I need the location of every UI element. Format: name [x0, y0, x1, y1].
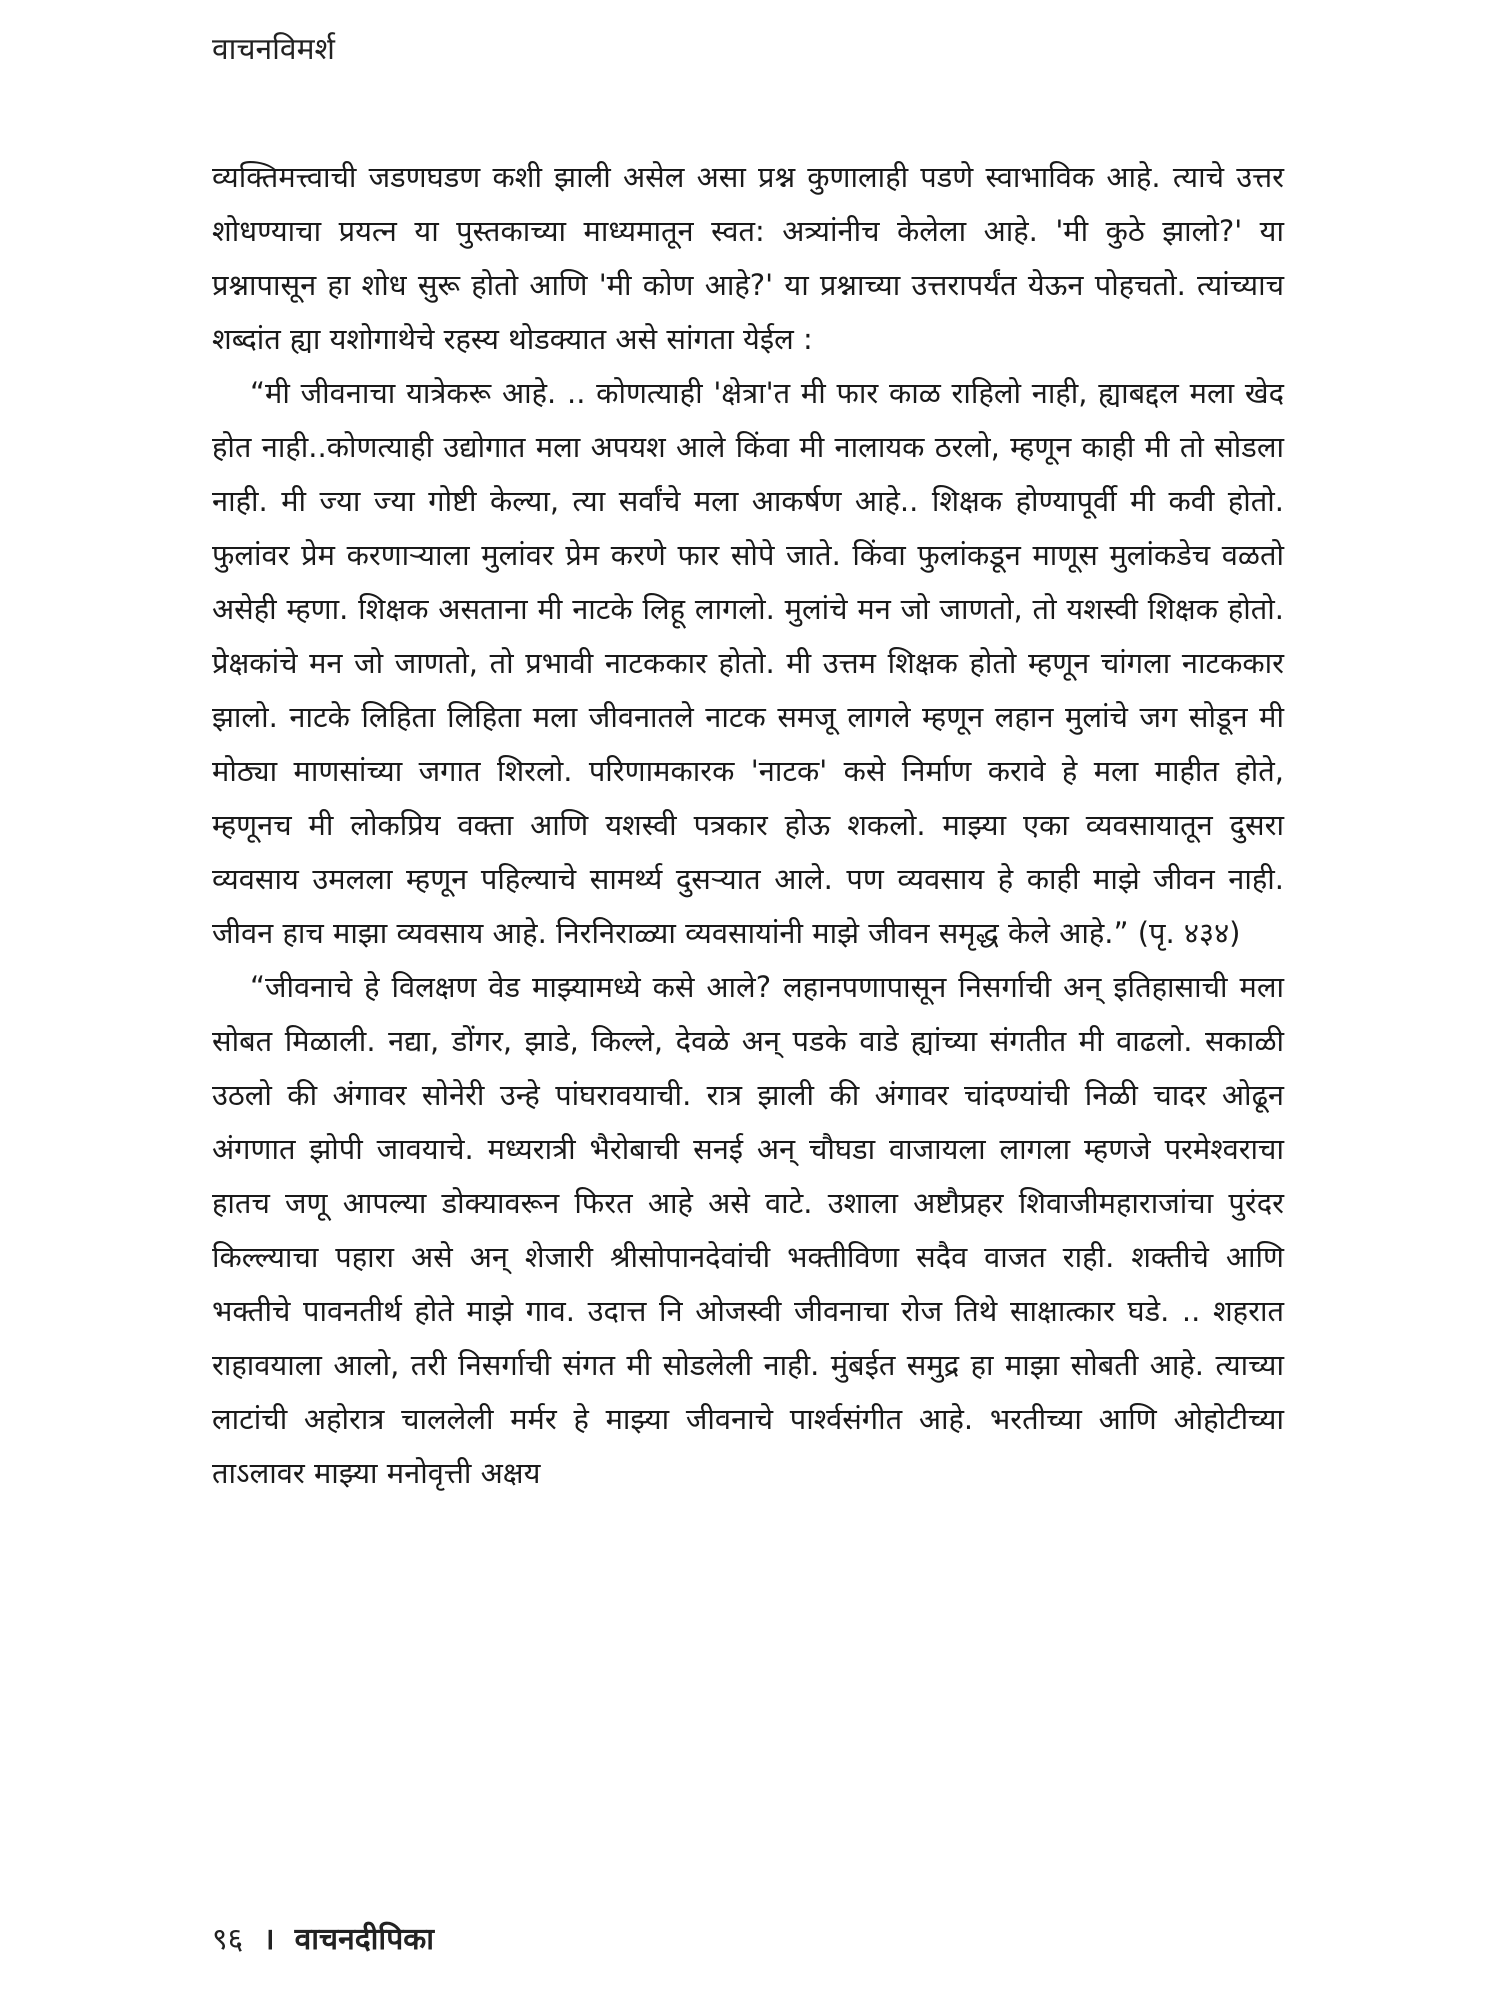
page-number: ९६ — [212, 1922, 244, 1957]
paragraph-2-quote: “मी जीवनाचा यात्रेकरू आहे. .. कोणत्याही 'क्षेत्रा'त मी फार काळ राहिलो नाही, ह्याबद्दल मला खेद होत नाही..कोणत्याही उद्योगात मला अपयश आले किंवा मी नालायक ठरलो, म्हणून काही मी तो सोडला नाही. मी ज्या ज्या गोष्टी केल्या, त्या सर्वांचे मला आकर्षण आहे.. शिक्षक होण्यापूर्वी मी कवी होतो. फुलांवर प्रेम करणाऱ्याला मुलांवर प्रेम करणे फार सोपे जाते. किंवा फुलांकडून माणूस मुलांकडेच वळतो असेही म्हणा. शिक्षक असताना मी नाटके लिहू लागलो. मुलांचे मन जो जाणतो, तो यशस्वी शिक्षक होतो. प्रेक्षकांचे मन जो जाणतो, तो प्रभावी नाटककार होतो. मी उत्तम शिक्षक होतो म्हणून चांगला नाटककार झालो. नाटके लिहिता लिहिता मला जीवनातले नाटक समजू लागले म्हणून लहान मुलांचे जग सोडून मी मोठ्या माणसांच्या जगात शिरलो. परिणामकारक 'नाटक' कसे निर्माण करावे हे मला माहीत होते, म्हणूनच मी लोकप्रिय वक्ता आणि यशस्वी पत्रकार होऊ शकलो. माझ्या एका व्यवसायातून दुसरा व्यवसाय उमलला म्हणून पहिल्याचे सामर्थ्य दुसऱ्यात आले. पण व्यवसाय हे काही माझे जीवन नाही. जीवन हाच माझा व्यवसाय आहे. निरनिराळ्या व्यवसायांनी माझे जीवन समृद्ध केले आहे.” (पृ. ४३४) — [212, 376, 1284, 950]
footer-separator: । — [263, 1922, 275, 1957]
body-text — [212, 150, 1284, 1500]
paragraph-1: व्यक्तिमत्त्वाची जडणघडण कशी झाली असेल असा प्रश्न कुणालाही पडणे स्वाभाविक आहे. त्याचे उत्तर शोधण्याचा प्रयत्न या पुस्तकाच्या माध्यमातून स्वत: अत्र्यांनीच केलेला आहे. 'मी कुठे झालो?' या प्रश्नापासून हा शोध सुरू होतो आणि 'मी कोण आहे?' या प्रश्नाच्या उत्तरापर्यंत येऊन पोहचतो. त्यांच्याच शब्दांत ह्या यशोगाथेचे रहस्य थोडक्यात असे सांगता येईल : — [212, 160, 1284, 356]
page-footer — [212, 1920, 434, 1960]
paragraph-3-quote: “जीवनाचे हे विलक्षण वेड माझ्यामध्ये कसे आले? लहानपणापासून निसर्गाची अन् इतिहासाची मला सोबत मिळाली. नद्या, डोंगर, झाडे, किल्ले, देवळे अन् पडके वाडे ह्यांच्या संगतीत मी वाढलो. सकाळी उठलो की अंगावर सोनेरी उन्हे पांघरावयाची. रात्र झाली की अंगावर चांदण्यांची निळी चादर ओढून अंगणात झोपी जावयाचे. मध्यरात्री भैरोबाची सनई अन् चौघडा वाजायला लागला म्हणजे परमेश्वराचा हातच जणू आपल्या डोक्यावरून फिरत आहे असे वाटे. उशाला अष्टौप्रहर शिवाजीमहाराजांचा पुरंदर किल्ल्याचा पहारा असे अन् शेजारी श्रीसोपानदेवांची भक्तीविणा सदैव वाजत राही. शक्तीचे आणि भक्तीचे पावनतीर्थ होते माझे गाव. उदात्त नि ओजस्वी जीवनाचा रोज तिथे साक्षात्कार घडे. .. शहरात राहावयाला आलो, तरी निसर्गाची संगत मी सोडलेली नाही. मुंबईत समुद्र हा माझा सोबती आहे. त्याच्या लाटांची अहोरात्र चाललेली मर्मर हे माझ्या जीवनाचे पार्श्वसंगीत आहे. भरतीच्या आणि ओहोटीच्या ताऽलावर माझ्या मनोवृत्ती अक्षय — [212, 970, 1284, 1490]
footer-book-title: वाचनदीपिका — [294, 1922, 435, 1957]
running-head: वाचनविमर्श — [212, 32, 335, 67]
